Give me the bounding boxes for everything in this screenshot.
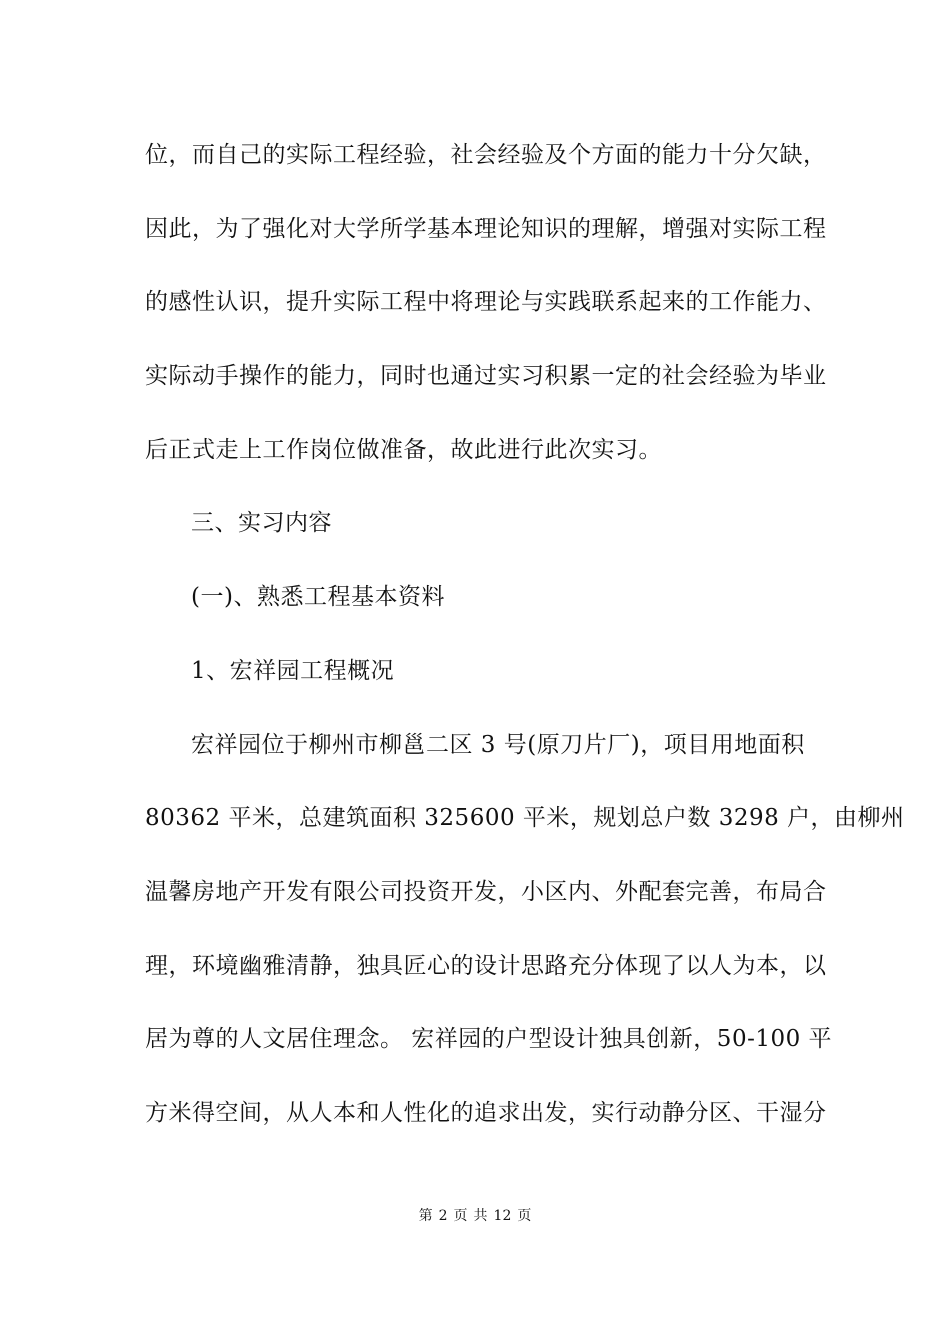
footer-page-unit: 页 [453,1208,468,1224]
paragraph-line: 的感性认识，提升实际工程中将理论与实践联系起来的工作能力、 [145,289,827,316]
footer-total-unit: 页 [517,1208,532,1224]
item-heading: 1、宏祥园工程概况 [191,657,395,684]
footer-current-page: 2 [438,1208,448,1224]
paragraph-line: 居为尊的人文居住理念。 宏祥园的户型设计独具创新，50-100 平 [145,1026,833,1053]
subsection-heading: (一)、熟悉工程基本资料 [191,584,445,611]
section-heading: 三、实习内容 [191,510,332,537]
paragraph-line: 理，环境幽雅清静，独具匠心的设计思路充分体现了以人为本，以 [145,952,827,979]
paragraph-line: 因此，为了强化对大学所学基本理论知识的理解，增强对实际工程 [145,215,827,242]
paragraph-line: 宏祥园位于柳州市柳邕二区 3 号(原刀片厂)，项目用地面积 [191,731,805,758]
body-text [145,130,905,1162]
paragraph-line: 80362 平米，总建筑面积 325600 平米，规划总户数 3298 户，由柳州 [145,805,905,832]
paragraph-line: 温馨房地产开发有限公司投资开发，小区内、外配套完善，布局合 [145,878,827,905]
footer-total-label: 共 [473,1208,488,1224]
footer-page-label: 第 [418,1208,433,1224]
paragraph-line: 后正式走上工作岗位做准备，故此进行此次实习。 [145,436,662,463]
footer-total-pages: 12 [493,1208,512,1224]
paragraph-line: 方米得空间，从人本和人性化的追求出发，实行动静分区、干湿分 [145,1099,827,1126]
paragraph-line: 位，而自己的实际工程经验，社会经验及个方面的能力十分欠缺， [145,142,827,168]
page-footer [0,1206,950,1226]
paragraph-line: 实际动手操作的能力，同时也通过实习积累一定的社会经验为毕业 [145,363,827,390]
